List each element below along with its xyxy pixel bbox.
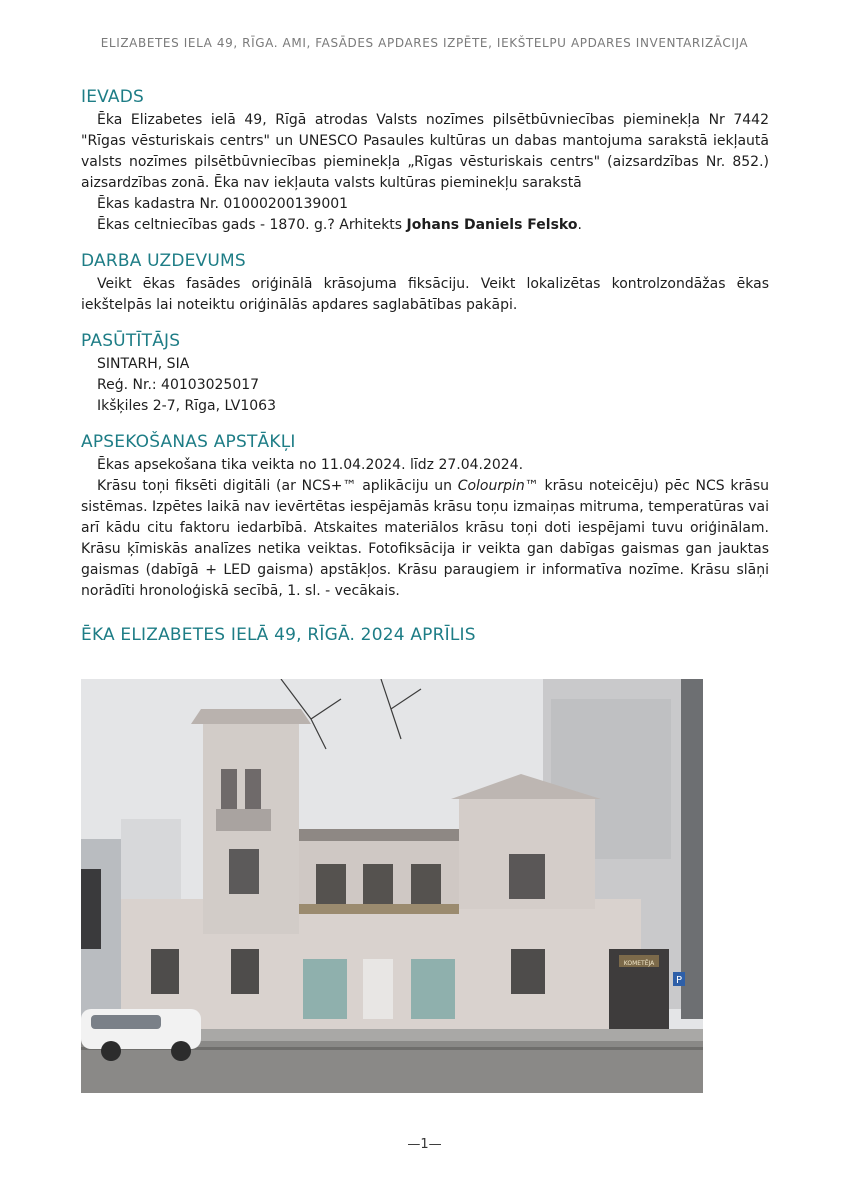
apstakli-text-a: Krāsu toņi fiksēti digitāli (ar NCS+™ aplikāciju un bbox=[97, 478, 458, 494]
client-reg: Reģ. Nr.: 40103025017 bbox=[97, 377, 260, 393]
cadastre-line: Ēkas kadastra Nr. 01000200139001 bbox=[97, 196, 349, 212]
colourpin-name: Colourpin bbox=[457, 478, 525, 494]
photo-title: ĒKA ELIZABETES IELĀ 49, RĪGĀ. 2024 APRĪLIS bbox=[81, 625, 476, 645]
heading-darba-uzdevums: DARBA UZDEVUMS bbox=[81, 251, 246, 271]
inspection-dates: Ēkas apsekošana tika veikta no 11.04.2024. līdz 27.04.2024. bbox=[97, 457, 524, 473]
year-text: Ēkas celtniecības gads - 1870. g.? Arhitekts bbox=[97, 217, 407, 233]
parking-sign-text: P bbox=[675, 975, 683, 986]
document-body bbox=[81, 86, 769, 646]
ievads-paragraph: Ēka Elizabetes ielā 49, Rīgā atrodas Valsts nozīmes pilsētbūvniecības pieminekļa Nr 7442 "Rīgas vēsturiskais centrs" un UNESCO Pasaules kultūras un dabas mantojuma sarakstā iekļautā valsts nozīmes pilsētbūvniecības pieminekļa „Rīgas vēsturiskais centrs" (aizsardzības Nr. 852.) aizsardzības zonā. Ēka nav iekļauta valsts kultūras pieminekļu sarakstā bbox=[81, 112, 769, 191]
shop-sign-text: KOMETĒJA bbox=[623, 960, 655, 967]
construction-year-line bbox=[81, 215, 769, 236]
heading-apstakli: APSEKOŠANAS APSTĀKĻI bbox=[81, 432, 296, 452]
building-photo bbox=[81, 679, 703, 1093]
running-header: ELIZABETES IELA 49, RĪGA. AMI, FASĀDES APDARES IZPĒTE, IEKŠTELPU APDARES INVENTARIZĀCIJA bbox=[100, 36, 749, 50]
client-name: SINTARH, SIA bbox=[97, 356, 190, 372]
section-darba-uzdevums bbox=[81, 250, 769, 316]
heading-ievads: IEVADS bbox=[81, 87, 145, 107]
client-address: Ikšķiles 2-7, Rīga, LV1063 bbox=[97, 398, 276, 414]
section-ievads bbox=[81, 86, 769, 236]
year-suffix: . bbox=[577, 217, 582, 233]
heading-pasutitajs: PASŪTĪTĀJS bbox=[81, 331, 181, 351]
section-pasutitajs bbox=[81, 330, 769, 417]
darba-uzdevums-paragraph: Veikt ēkas fasādes oriģinālā krāsojuma fiksāciju. Veikt lokalizētas kontrolzondāžas ēkas iekštelpās lai noteiktu oriģinālās apdares saglabātības pakāpi. bbox=[81, 276, 769, 313]
architect-name: Johans Daniels Felsko bbox=[406, 217, 578, 233]
apstakli-paragraph bbox=[81, 476, 769, 602]
section-apstakli bbox=[81, 431, 769, 602]
building-facade-illustration bbox=[81, 679, 703, 1093]
client-details bbox=[81, 354, 769, 417]
page-number: —1— bbox=[407, 1137, 442, 1152]
apstakli-text-b: ™ krāsu noteicēju) pēc NCS krāsu sistēmas. Izpētes laikā nav ievērtētas iespējamās krāsu toņu izmaiņas mitruma, temperatūras vai arī kādu citu faktoru iedarbībā. Atskaites materiālos krāsu toņi doti iespējami tuvu oriģinālam. Krāsu ķīmiskās analīzes netika veiktas. Fotofiksācija ir veikta gan dabīgas gaismas gan jauktas gaismas (dabīgā + LED gaisma) apstākļos. Krāsu paraugiem ir informatīva nozīme. Krāsu slāņi norādīti hronoloģiskā secībā, 1. sl. - vecākais. bbox=[81, 478, 769, 599]
